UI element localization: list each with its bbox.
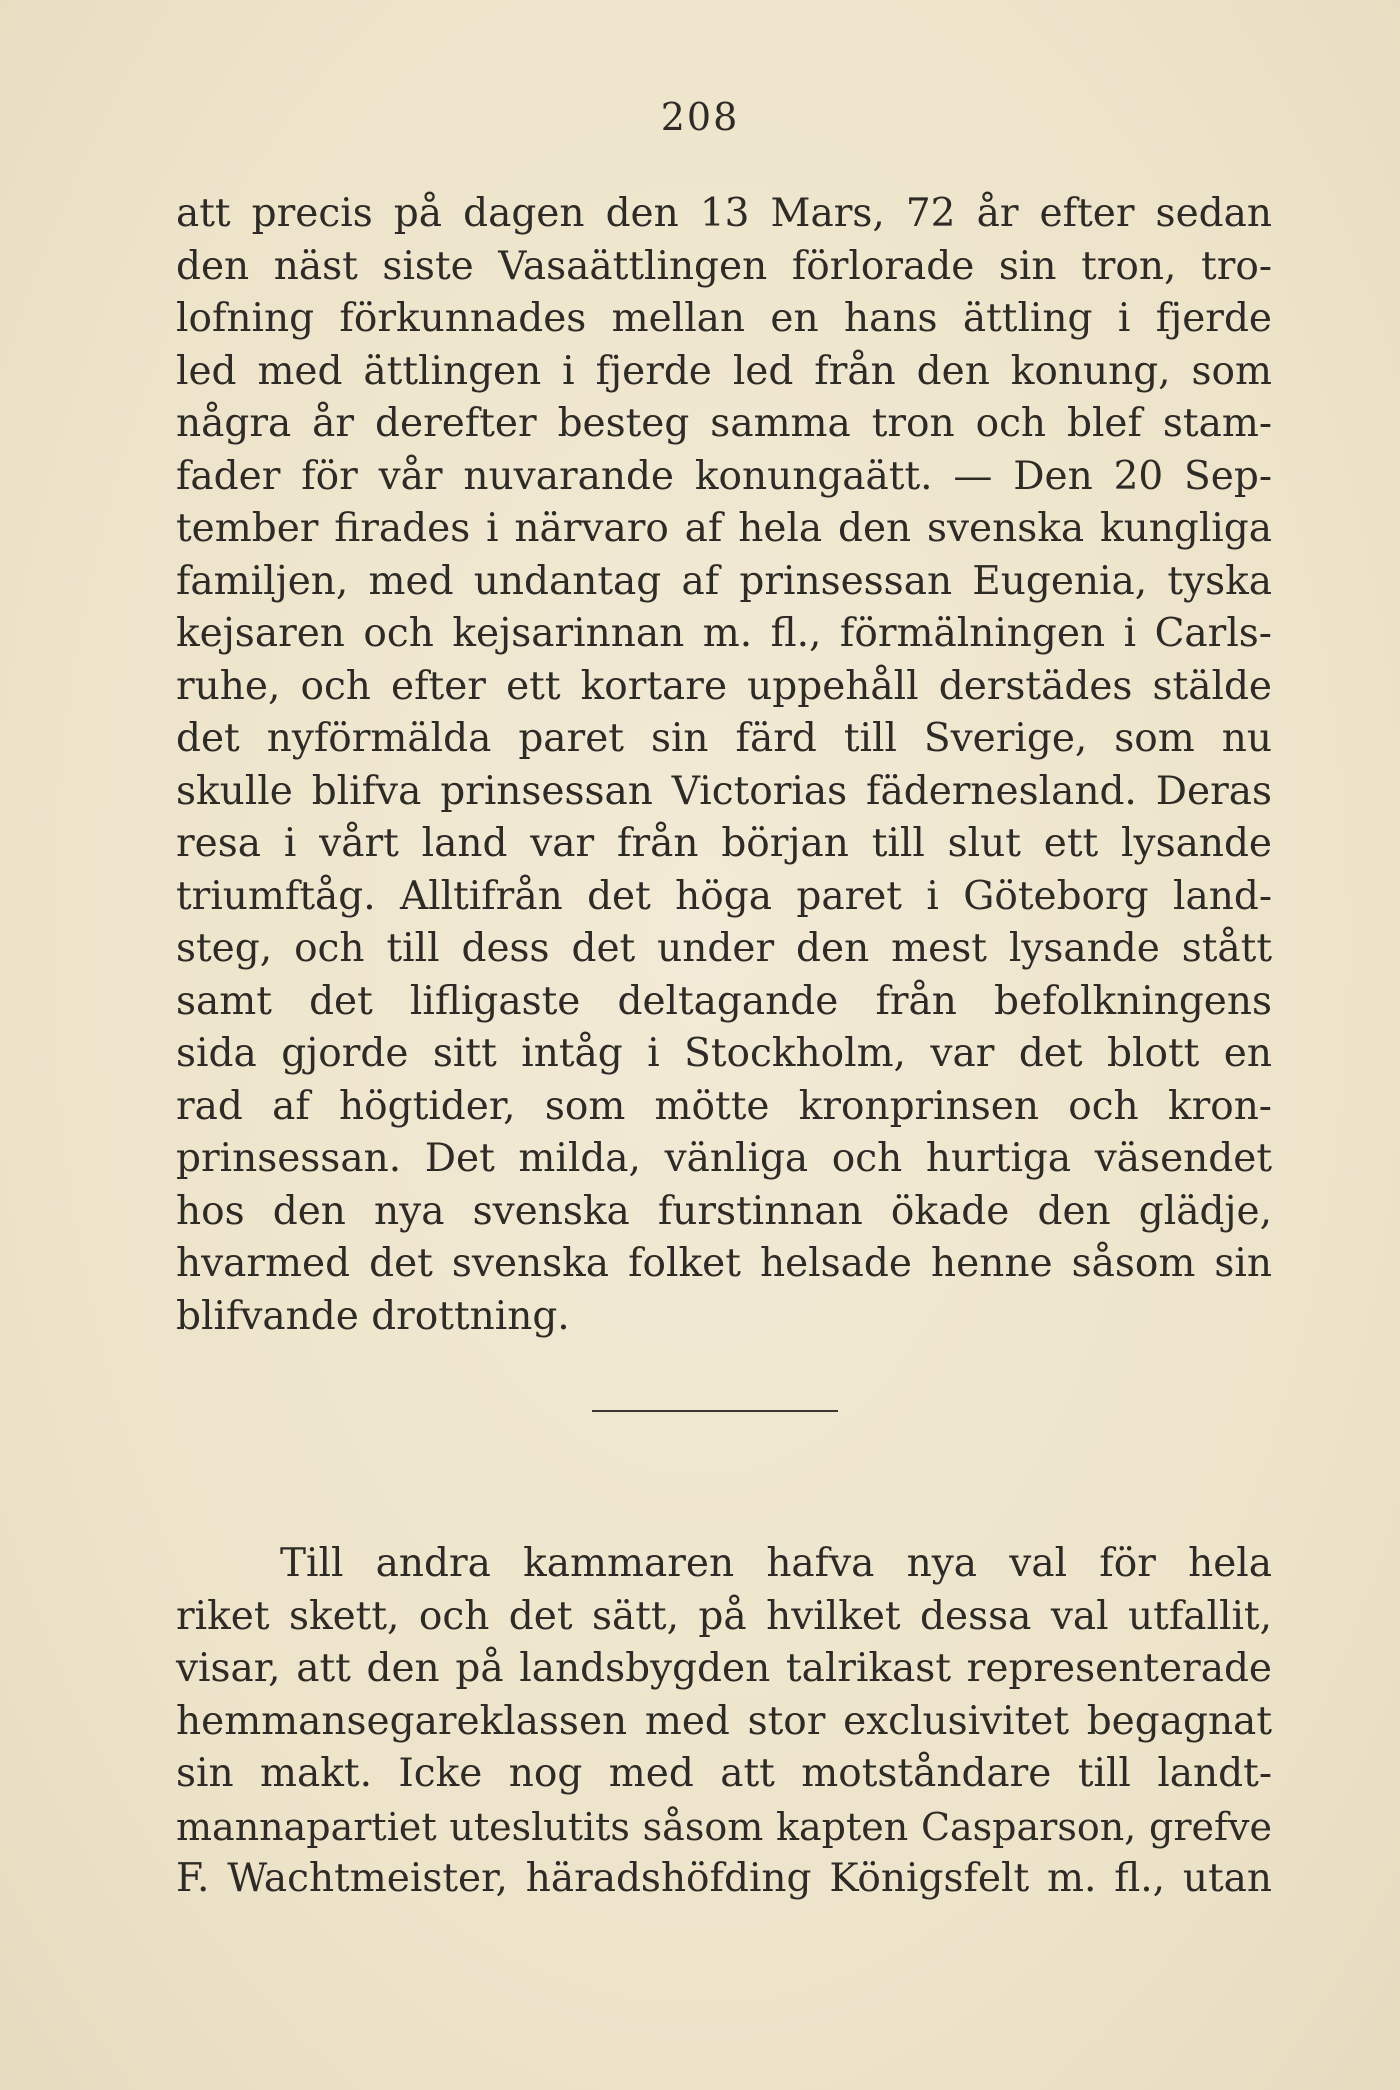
text-line: tember firades i närvaro af hela den svenska kungliga	[176, 506, 1272, 551]
text-line: fader för vår nuvarande konungaätt. — Den 20 Sep-	[176, 453, 1272, 499]
text-line: kejsaren och kejsarinnan m. fl., förmälningen i Carls-	[176, 611, 1272, 656]
section-divider	[592, 1410, 838, 1412]
text-line: hos den nya svenska furstinnan ökade den glädje,	[176, 1188, 1272, 1234]
text-line: hvarmed det svenska folket helsade henne såsom sin	[176, 1241, 1272, 1286]
text-line: led med ättlingen i fjerde led från den konung, som	[176, 348, 1272, 394]
text-line: Till andra kammaren hafva nya val för hela	[280, 1541, 1272, 1586]
text-line: lofning förkunnades mellan en hans ättling i fjerde	[176, 296, 1272, 341]
text-line: hemmansegareklassen med stor exclusivitet begagnat	[176, 1698, 1272, 1744]
text-line: skulle blifva prinsessan Victorias fädernesland. Deras	[176, 768, 1272, 814]
text-line: den näst siste Vasaättlingen förlorade sin tron, tro-	[176, 243, 1272, 289]
text-line: mannapartiet uteslutits såsom kapten Casparson, grefve	[176, 1804, 1272, 1849]
text-line: triumftåg. Alltifrån det höga paret i Göteborg land-	[176, 873, 1272, 919]
text-line: riket skett, och det sätt, på hvilket dessa val utfallit,	[176, 1593, 1272, 1639]
text-line: några år derefter besteg samma tron och blef stam-	[176, 401, 1272, 446]
text-line: sin makt. Icke nog med att motståndare till landt-	[176, 1751, 1272, 1796]
text-line: rad af högtider, som mötte kronprinsen och kron-	[176, 1083, 1272, 1129]
text-line: resa i vårt land var från början till slut ett lysande	[176, 821, 1272, 866]
text-line: samt det lifligaste deltagande från befolkningens	[176, 978, 1272, 1024]
text-line: det nyförmälda paret sin färd till Sverige, som nu	[176, 716, 1272, 761]
text-line: blifvande drottning.	[176, 1293, 570, 1339]
text-line: att precis på dagen den 13 Mars, 72 år efter sedan	[176, 191, 1272, 236]
text-line: prinsessan. Det milda, vänliga och hurtiga väsendet	[176, 1136, 1272, 1181]
text-line: ruhe, och efter ett kortare uppehåll derstädes stälde	[176, 663, 1272, 709]
text-line: familjen, med undantag af prinsessan Eugenia, tyska	[176, 558, 1272, 604]
paragraph-2	[176, 1538, 1272, 1906]
text-line: steg, och till dess det under den mest lysande stått	[176, 926, 1272, 971]
page-number: 208	[660, 95, 740, 139]
text-line: sida gjorde sitt intåg i Stockholm, var det blott en	[176, 1031, 1272, 1076]
text-line: F. Wachtmeister, häradshöfding Königsfelt m. fl., utan	[176, 1856, 1272, 1901]
text-line: visar, att den på landsbygden talrikast representerade	[176, 1646, 1272, 1691]
paragraph-1	[176, 188, 1272, 1343]
